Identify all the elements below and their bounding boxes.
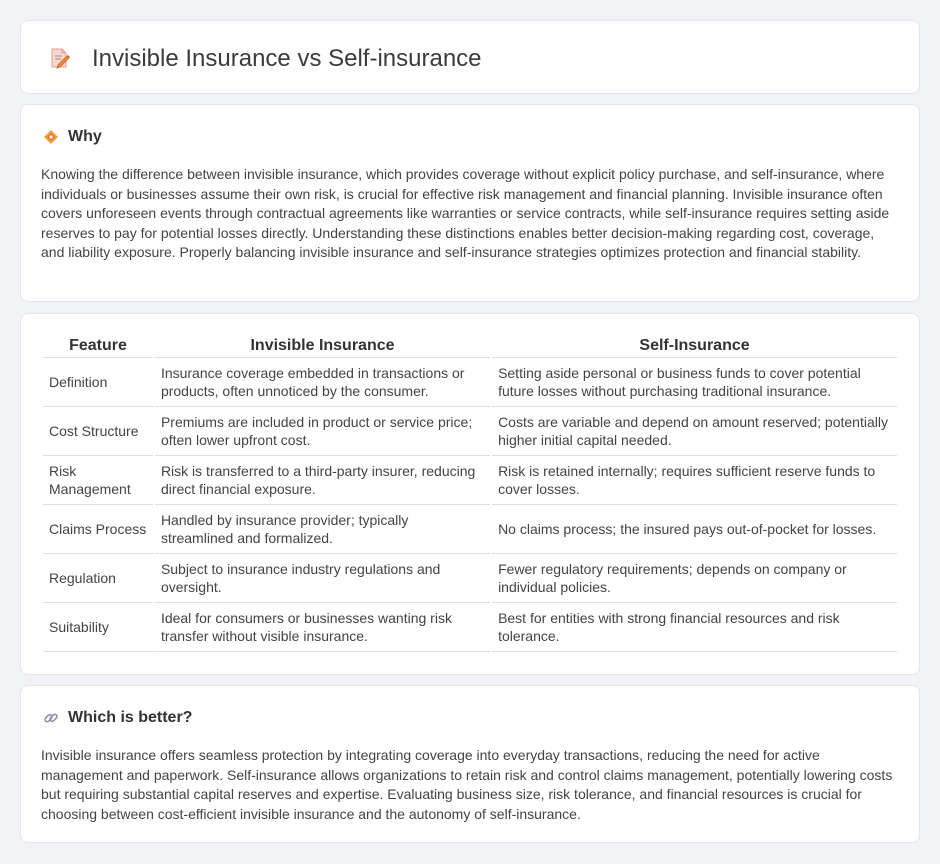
page-title: Invisible Insurance vs Self-insurance [92,45,482,72]
why-text: Knowing the difference between invisible insurance, which provides coverage without explicit policy purchase, and self-insurance, where individuals or businesses assume their own risk, is crucial for effective risk management and financial planning. Invisible insurance often covers unforeseen events through contractual agreements like warranties or service contracts, while self-insurance requires setting aside reserves to pay for potential losses directly. Understanding these distinctions enables better decision-making regarding cost, coverage, and liability exposure. Properly balancing invisible insurance and self-insurance strategies optimizes protection and financial stability. [41,166,890,260]
self-insurance-cell: Fewer regulatory requirements; depends on company or individual policies. [492,554,897,603]
feature-cell: Cost Structure [43,407,153,456]
feature-cell: Claims Process [43,505,153,554]
table-row [43,407,897,456]
column-header-feature: Feature [43,334,153,358]
invisible-insurance-cell: Premiums are included in product or service price; often lower upfront cost. [155,407,490,456]
feature-cell: Regulation [43,554,153,603]
invisible-insurance-cell: Ideal for consumers or businesses wanting risk transfer without visible insurance. [155,603,490,652]
why-heading: Why [68,128,102,145]
column-header-self-insurance: Self-Insurance [492,334,897,358]
why-heading-row [43,127,102,147]
table-row [43,603,897,652]
table-row [43,358,897,407]
invisible-insurance-cell: Subject to insurance industry regulations and oversight. [155,554,490,603]
self-insurance-cell: Best for entities with strong financial resources and risk tolerance. [492,603,897,652]
comparison-table [41,334,899,652]
invisible-insurance-cell: Insurance coverage embedded in transactions or products, often unnoticed by the consumer. [155,358,490,407]
table-header-row [43,334,897,358]
comparison-table-card [20,313,920,675]
better-heading: Which is better? [68,709,193,726]
invisible-insurance-cell: Handled by insurance provider; typically streamlined and formalized. [155,505,490,554]
better-heading-row [43,708,192,728]
table-row [43,505,897,554]
table-row [43,554,897,603]
table-row [43,456,897,505]
feature-cell: Risk Management [43,456,153,505]
self-insurance-cell: Setting aside personal or business funds to cover potential future losses without purchasing traditional insurance. [492,358,897,407]
document-pencil-icon [49,47,71,69]
invisible-insurance-cell: Risk is transferred to a third-party insurer, reducing direct financial exposure. [155,456,490,505]
link-icon [43,710,59,726]
self-insurance-cell: No claims process; the insured pays out-of-pocket for losses. [492,505,897,554]
column-header-invisible-insurance: Invisible Insurance [155,334,490,358]
self-insurance-cell: Costs are variable and depend on amount reserved; potentially higher initial capital needed. [492,407,897,456]
header-card [20,20,920,94]
feature-cell: Suitability [43,603,153,652]
feature-cell: Definition [43,358,153,407]
diamond-icon [43,129,59,145]
self-insurance-cell: Risk is retained internally; requires sufficient reserve funds to cover losses. [492,456,897,505]
why-section [20,104,920,302]
which-is-better-section [20,685,920,843]
better-text: Invisible insurance offers seamless protection by integrating coverage into everyday transactions, reducing the need for active management and paperwork. Self-insurance allows organizations to retain risk and control claims management, potentially lowering costs but requiring substantial capital reserves and expertise. Evaluating business size, risk tolerance, and financial resources is crucial for choosing between cost-efficient invisible insurance and the autonomy of self-insurance. [41,747,893,822]
